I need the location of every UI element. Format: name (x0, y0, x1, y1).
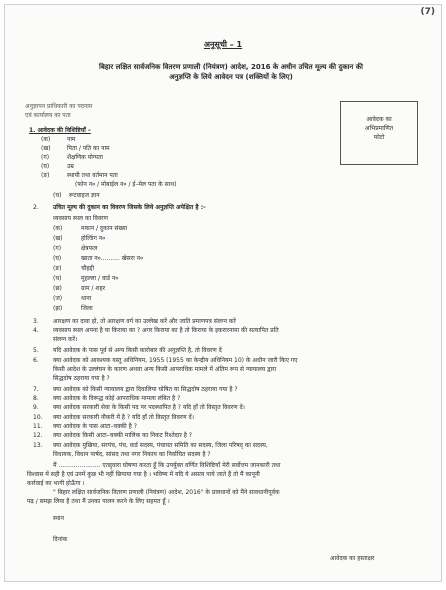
item-number: 6. (33, 357, 39, 364)
s1-item-text: उम्र (67, 163, 74, 170)
s2-item-text: जिला (81, 305, 93, 312)
authority-line-1: अनुज्ञापन प्राधिकारी का पदनाम (25, 103, 93, 110)
photo-box-line-3: फोटो (373, 134, 385, 141)
item-text: व्यवसाय स्थल अपना है या किराया का ? अगर किराया का है तो किराया के इकरारनामा की सत्यापित प्रति (53, 327, 279, 334)
s1-item-label: (ग) (41, 154, 50, 161)
item-text: यदि आवेदक के पास पूर्व से अन्य किसी कारोबार की अनुज्ञप्ति है, तो विवरण दें (53, 347, 222, 354)
item-text: विधायक, विधान पार्षद, सांसद तथा नगर निकाय का निर्वाचित सदस्य है ? (53, 451, 211, 458)
s2-item-text: खाता न०.......... खेसरा न० (81, 255, 144, 262)
item-text: क्या आवेदक किसी आटा–चक्की मालिक का निकट रिश्तेदार है ? (53, 432, 192, 439)
s2-item-label: (च) (53, 275, 62, 282)
item-text: क्या आवेदक के पास आटा–चक्की है ? (53, 423, 137, 430)
item-number: 11. (33, 423, 43, 430)
item-number: 12. (33, 432, 43, 439)
s2-item-label: (छ) (53, 285, 62, 292)
s2-item-label: (ज) (53, 295, 63, 302)
item-number: 13. (33, 442, 43, 449)
photo-box-line-1: आवेदक का (366, 116, 392, 123)
item-number: 8. (33, 395, 39, 402)
s2-item-label: (ख) (53, 235, 63, 242)
s1-item-label: (ङ) (41, 172, 50, 179)
s2-item-label: (ग) (53, 245, 62, 252)
s1-phone-note: (फोन न० / मोबाईल न० / ई–मेल पता के साथ) (75, 181, 177, 188)
item-number: 5. (33, 347, 39, 354)
schedule-title: अनुसूची – 1 (203, 40, 243, 49)
s2-item-text: चौहद्दी (81, 265, 95, 272)
s2-item-text: होल्डिंग न० (81, 235, 106, 242)
item-number: 7. (33, 386, 39, 393)
s1-item-label: (क) (41, 136, 51, 143)
section-2-title: उचित मूल्य की दुकान का विवरण जिसके लिये अनुज्ञप्ति अपेक्षित है :- (53, 204, 206, 211)
form-heading-line-1: बिहार लक्षित सार्वजनिक वितरण प्रणाली (नियंत्रण) आदेश, 2016 के अधीन उचित मूल्य की दुकान की (99, 63, 363, 71)
s1-item-label: (च) (53, 192, 62, 199)
s1-item-text: नाम (67, 136, 76, 143)
application-form-page (4, 4, 442, 582)
authority-line-2: एवं कार्यालय का पता (25, 112, 71, 119)
s2-item-text: मकान / दुकान संख्या (81, 225, 128, 232)
section-1-title: 1. आवेदक की विशिष्टियाँ – (29, 127, 91, 134)
item-number: 3. (33, 318, 39, 325)
s1-item-text: स्थायी तथा वर्तमान पता (67, 172, 118, 179)
s2-item-label: (क) (53, 225, 63, 232)
declaration-line-2: विश्वास में सही है एवं उनमें कुछ भी नहीं छिपाया गया है । भविष्य में यदि ये असत्य पाये जाते हैं तो मैं कानूनी (27, 471, 260, 478)
item-text: आरक्षण का दावा हो, तो आरक्षण वर्ग का उल्लेख करें और जाति प्रमाणपत्र संलग्न करें (53, 318, 236, 325)
item-text: क्या आवेदक सरकारी नौकरी में है ? यदि हाँ तो विस्तृत विवरण दें। (53, 414, 195, 421)
item-text: संलग्न करें। (53, 336, 78, 343)
page-number-mark: (7) (420, 7, 435, 17)
place-label: स्थान (53, 515, 64, 522)
s2-item-text: थाना (81, 295, 92, 302)
s2-item-label: (ङ) (53, 265, 62, 272)
s1-item-text: पिता / पति का नाम (67, 145, 110, 152)
item-number: 10. (33, 414, 43, 421)
photo-box-line-2: अभिप्रमाणित (364, 125, 394, 132)
date-label: दिनांक (53, 536, 68, 543)
declaration-line-3: कार्रवाई का भागी होऊँगा । (27, 480, 85, 487)
item-text: क्या आवेदक को आवश्यक वस्तु अधिनियम, 1955 (1955 का केन्द्रीय अधिनियम 10) के अधीन जारी किए गए (53, 357, 298, 364)
s2-item-label: (झ) (53, 305, 63, 312)
declaration-line-4: " बिहार लक्षित सार्वजनिक वितरण प्रणाली (नियंत्रण) आदेश, 2016" के प्रावधानों को मैंने सावधानीपूर्वक (53, 489, 280, 496)
s2-item-label: (घ) (53, 255, 62, 262)
s2-item-text: ग्राम / शहर (81, 285, 106, 292)
s2-item-text: क्षेत्रफल (81, 245, 98, 252)
s1-item-text: शैक्षणिक योग्यता (67, 154, 103, 161)
item-text: किसी आदेश के उल्लंघन के कारण अथवा अन्य किसी आपराधिक मामले में अंतिम रूप से न्यायालय द्वारा (53, 366, 277, 373)
item-text: क्या आवेदक को किसी न्यायालय द्वारा दिवालिया घोषित या सिद्धदोष ठहराया गया है ? (53, 386, 238, 393)
item-number: 4. (33, 327, 39, 334)
s1-item-label: (ख) (41, 145, 51, 152)
form-heading (31, 62, 431, 82)
signature-label: आवेदक का हस्ताक्षर (330, 555, 375, 562)
declaration-line-5: पढ़ / समझ लिया है तथा मैं उनका पालन करने के लिए सहमत हूँ । (27, 498, 170, 505)
s1-item-label: (घ) (41, 163, 50, 170)
licensing-authority-block (25, 102, 92, 120)
item-text: सिद्धदोष ठहराया गया है ? (53, 375, 110, 382)
item-text: क्या आवेदक मुखिया, सरपंच, पंच, वार्ड सदस्य, पंचायत समिति का सदस्य, जिला परिषद् का सदस्य, (53, 442, 268, 449)
s2-item-text: मुहल्ला / वार्ड न० (81, 275, 119, 282)
s1-item-text: रूटवाइज ज्ञान (69, 192, 100, 199)
form-heading-line-2: अनुज्ञप्ति के लिये आवेदन पत्र (शक्तियों के लिए) (169, 73, 293, 81)
item-number: 9. (33, 404, 39, 411)
section-2-number: 2. (33, 204, 39, 211)
applicant-photo-box (340, 101, 418, 165)
section-2-subtitle: व्यवसाय स्थल का विवरण (53, 215, 108, 222)
declaration-line-1: मैं ...................... एतद्द्वारा घोषणा करता हूँ कि उपर्युक्त वर्णित विशिष्टियाँ मेरी सर्वोत्तम जानकारी तथा (53, 462, 281, 469)
item-text: क्या आवेदक के विरूद्ध कोई आपराधिक मामला लंबित है ? (53, 395, 181, 402)
item-text: क्या आवेदक सरकारी सेवा के किसी पद पर पदस्थापित है ? यदि हाँ तो विस्तृत विवरण दें। (53, 404, 245, 411)
